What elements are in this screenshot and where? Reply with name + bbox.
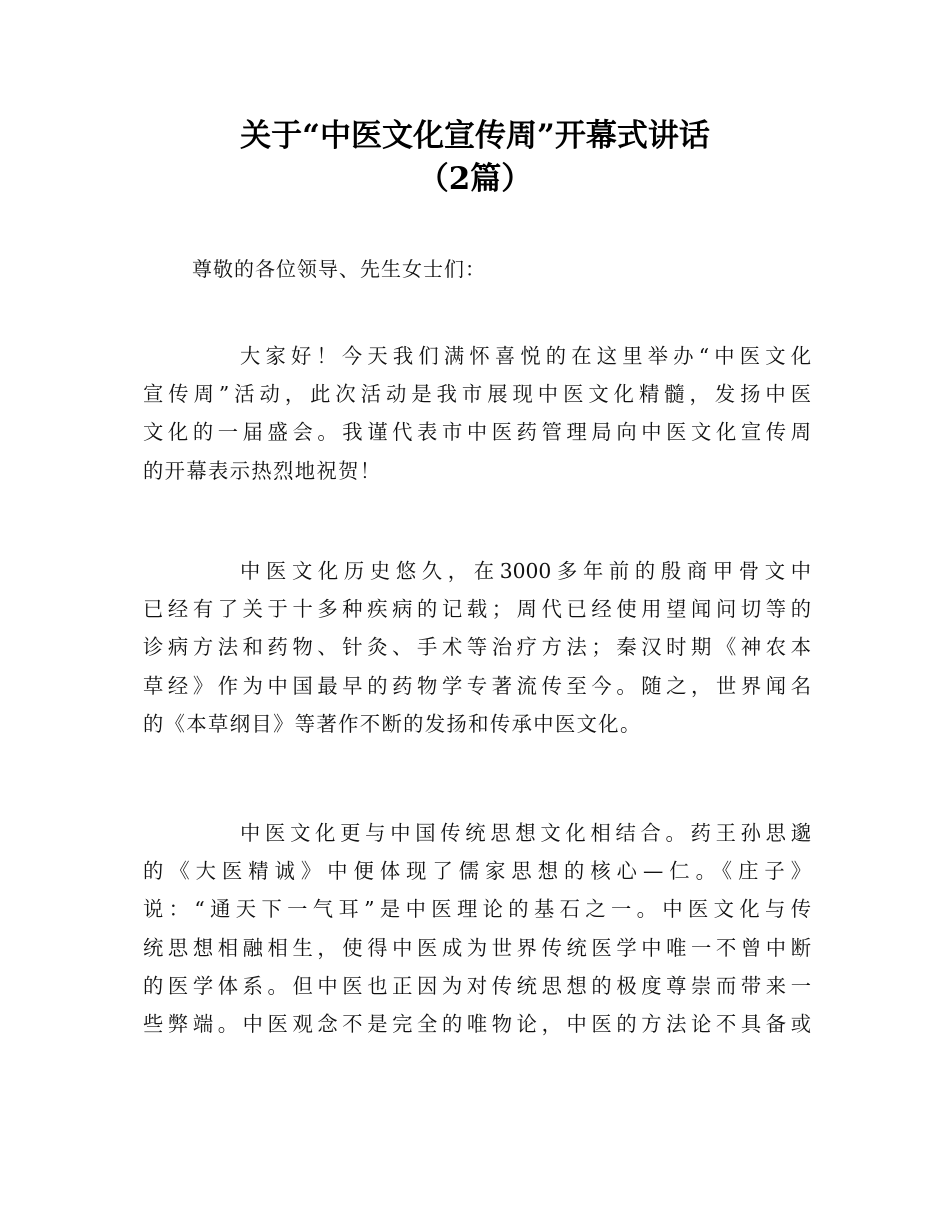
document-title-line1: 关于“中医文化宣传周”开幕式讲话: [240, 118, 710, 154]
paragraph-line: 的《大医精诚》中便体现了儒家思想的核心—仁。《庄子》: [143, 859, 811, 884]
paragraph-line: 的医学体系。但中医也正因为对传统思想的极度尊崇而带来一: [143, 973, 811, 998]
paragraph-line: 些弊端。中医观念不是完全的唯物论，中医的方法论不具备或: [143, 1011, 811, 1036]
paragraph-line: 说：“通天下一气耳”是中医理论的基石之一。中医文化与传: [143, 897, 811, 922]
paragraph-line: 的开幕表示热烈地祝贺！: [143, 458, 382, 483]
paragraph-line: 的《本草纲目》等著作不断的发扬和传承中医文化。: [143, 711, 642, 736]
paragraph-2: [143, 552, 811, 743]
paragraph-line: 中医文化历史悠久，在3000多年前的殷商甲骨文中: [240, 559, 811, 583]
paragraph-line: 草经》作为中国最早的药物学专著流传至今。随之，世界闻名: [143, 673, 811, 698]
document-title-line2: （2篇）: [417, 161, 533, 197]
paragraph-line: 统思想相融相生，使得中医成为世界传统医学中唯一不曾中断: [143, 935, 811, 960]
paragraph-line: 已经有了关于十多种疾病的记载；周代已经使用望闻问切等的: [143, 597, 811, 622]
paragraph-line: 文化的一届盛会。我谨代表市中医药管理局向中医文化宣传周: [143, 420, 811, 445]
paragraph-1: [143, 337, 811, 490]
paragraph-3: [143, 814, 811, 1043]
paragraph-line: 大家好！今天我们满怀喜悦的在这里举办“中医文化: [240, 344, 811, 368]
paragraph-line: 中医文化更与中国传统思想文化相结合。药王孙思邈: [240, 821, 811, 845]
paragraph-line: 宣传周”活动，此次活动是我市展现中医文化精髓，发扬中医: [143, 382, 811, 407]
paragraph-line: 诊病方法和药物、针灸、手术等治疗方法；秦汉时期《神农本: [143, 635, 811, 660]
salutation: 尊敬的各位领导、先生女士们：: [192, 257, 486, 281]
